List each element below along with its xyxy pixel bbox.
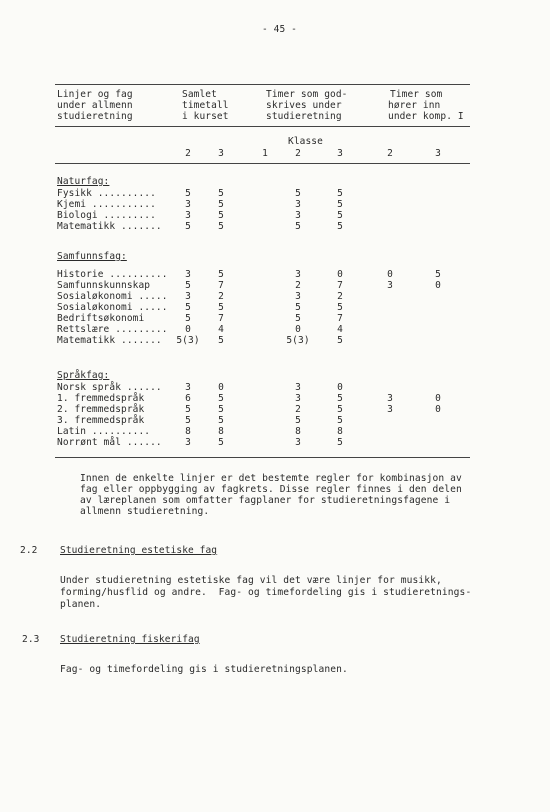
table-cell: 3 — [185, 210, 191, 221]
table-cell: 5 — [218, 415, 224, 426]
table-cell: 3 — [185, 291, 191, 302]
header-col2-line1: Samlet — [182, 89, 217, 100]
table-row-label: 1. fremmedspråk — [57, 393, 145, 404]
table-cell: 5 — [337, 437, 343, 448]
header-col3-line2: skrives under — [266, 100, 342, 111]
section-naturfag: Naturfag: — [57, 176, 110, 187]
table-row-label: Samfunnskunnskap — [57, 280, 151, 291]
table-cell: 3 — [387, 404, 393, 415]
page-number: - 45 - — [262, 24, 297, 35]
table-cell: 5 — [295, 313, 301, 324]
table-cell: 0 — [185, 324, 191, 335]
table-cell: 3 — [295, 393, 301, 404]
table-row-label: Biologi ......... — [57, 210, 156, 221]
table-cell: 3 — [295, 199, 301, 210]
table-cell: 3 — [185, 437, 191, 448]
section-2-3-heading: Studieretning fiskerifag — [60, 634, 200, 645]
table-cell: 3 — [295, 437, 301, 448]
table-row-label: Kjemi ........... — [57, 199, 156, 210]
class-head-7: 3 — [435, 148, 441, 159]
table-row-label: Matematikk ....... — [57, 335, 162, 346]
table-cell: 5 — [218, 221, 224, 232]
section-2-2-heading: Studieretning estetiske fag — [60, 545, 218, 556]
table-cell: 6 — [185, 393, 191, 404]
table-row-label: Sosialøkonomi ..... — [57, 302, 168, 313]
table-cell: 3 — [295, 269, 301, 280]
table-bottom-rule — [55, 457, 470, 458]
table-row-label: Rettslære ......... — [57, 324, 168, 335]
table-cell: 0 — [435, 393, 441, 404]
class-head-5: 3 — [337, 148, 343, 159]
table-cell: 5 — [295, 188, 301, 199]
table-cell: 0 — [295, 324, 301, 335]
table-row-label: Historie .......... — [57, 269, 168, 280]
table-cell: 4 — [218, 324, 224, 335]
table-cell: 7 — [337, 280, 343, 291]
table-cell: 2 — [295, 404, 301, 415]
section-2-2-line-2: forming/husflid og andre. Fag- og timefordeling gis i studieretnings- — [60, 587, 472, 598]
header-col1-line3: studieretning — [57, 111, 133, 122]
table-cell: 3 — [295, 382, 301, 393]
table-row-label: Latin .......... — [57, 426, 151, 437]
table-cell: 5 — [337, 393, 343, 404]
table-row-label: Norsk språk ...... — [57, 382, 162, 393]
table-cell: 4 — [337, 324, 343, 335]
note-line-4: allmenn studieretning. — [80, 506, 210, 517]
table-cell: 7 — [218, 280, 224, 291]
table-cell: 5(3) — [286, 335, 310, 346]
table-cell: 7 — [218, 313, 224, 324]
table-cell: 5 — [218, 210, 224, 221]
section-samfunnsfag: Samfunnsfag: — [57, 251, 127, 262]
table-cell: 5 — [337, 404, 343, 415]
table-cell: 5(3) — [176, 335, 200, 346]
table-cell: 0 — [435, 280, 441, 291]
table-cell: 8 — [337, 426, 343, 437]
header-col3-line3: studieretning — [266, 111, 342, 122]
section-sprakfag: Språkfag: — [57, 370, 110, 381]
table-cell: 5 — [337, 335, 343, 346]
table-cell: 5 — [185, 221, 191, 232]
table-cell: 0 — [435, 404, 441, 415]
table-cell: 3 — [387, 393, 393, 404]
class-rule — [55, 163, 470, 164]
header-col3-line1: Timer som god- — [266, 89, 348, 100]
table-cell: 5 — [435, 269, 441, 280]
table-cell: 0 — [387, 269, 393, 280]
table-cell: 3 — [295, 210, 301, 221]
table-cell: 5 — [337, 210, 343, 221]
table-row-label: 2. fremmedspråk — [57, 404, 145, 415]
table-cell: 5 — [218, 437, 224, 448]
table-row-label: Norrønt mål ...... — [57, 437, 162, 448]
class-head-3: 1 — [262, 148, 268, 159]
table-cell: 8 — [295, 426, 301, 437]
table-row-label: 3. fremmedspråk — [57, 415, 145, 426]
table-row-label: Sosialøkonomi ..... — [57, 291, 168, 302]
note-line-2: fag eller oppbygging av fagkrets. Disse regler finnes i den delen — [80, 484, 462, 495]
table-row-label: Matematikk ....... — [57, 221, 162, 232]
table-cell: 2 — [295, 280, 301, 291]
header-rule — [55, 126, 470, 127]
header-col2-line2: timetall — [182, 100, 229, 111]
section-2-2-line-3: planen. — [60, 599, 102, 610]
header-col4-line2: hører inn — [388, 100, 441, 111]
table-cell: 3 — [387, 280, 393, 291]
table-row-label: Bedriftsøkonomi — [57, 313, 145, 324]
table-cell: 5 — [218, 404, 224, 415]
header-col2-line3: i kurset — [182, 111, 229, 122]
class-head-2: 3 — [218, 148, 224, 159]
section-2-3-line-1: Fag- og timefordeling gis i studieretningsplanen. — [60, 664, 348, 675]
table-top-rule — [55, 84, 470, 85]
table-cell: 5 — [295, 221, 301, 232]
header-col1-line1: Linjer og fag — [57, 89, 133, 100]
table-cell: 8 — [218, 426, 224, 437]
header-col4-line1: Timer som — [390, 89, 443, 100]
table-cell: 5 — [295, 302, 301, 313]
table-cell: 5 — [218, 199, 224, 210]
table-cell: 5 — [218, 188, 224, 199]
table-cell: 0 — [218, 382, 224, 393]
table-cell: 5 — [337, 415, 343, 426]
table-cell: 2 — [218, 291, 224, 302]
class-head-4: 2 — [295, 148, 301, 159]
table-cell: 5 — [185, 280, 191, 291]
table-cell: 5 — [337, 188, 343, 199]
table-cell: 5 — [337, 199, 343, 210]
class-head-6: 2 — [387, 148, 393, 159]
table-cell: 5 — [185, 404, 191, 415]
table-cell: 3 — [185, 269, 191, 280]
table-cell: 3 — [185, 199, 191, 210]
table-cell: 3 — [295, 291, 301, 302]
table-cell: 5 — [218, 393, 224, 404]
section-2-2-number: 2.2 — [20, 545, 38, 556]
table-cell: 5 — [218, 302, 224, 313]
table-cell: 5 — [185, 415, 191, 426]
table-cell: 5 — [337, 221, 343, 232]
table-cell: 2 — [337, 291, 343, 302]
table-cell: 7 — [337, 313, 343, 324]
header-col4-line3: under komp. I — [388, 111, 464, 122]
table-cell: 5 — [185, 313, 191, 324]
klasse-label: Klasse — [288, 136, 323, 147]
table-cell: 0 — [337, 269, 343, 280]
table-cell: 5 — [295, 415, 301, 426]
note-line-1: Innen de enkelte linjer er det bestemte regler for kombinasjon av — [80, 473, 462, 484]
table-cell: 3 — [185, 382, 191, 393]
table-cell: 5 — [218, 335, 224, 346]
note-line-3: av læreplanen som omfatter fagplaner for studieretningsfagene i — [80, 495, 451, 506]
header-col1-line2: under allmenn — [57, 100, 133, 111]
table-cell: 0 — [337, 382, 343, 393]
class-head-1: 2 — [185, 148, 191, 159]
section-2-2-line-1: Under studieretning estetiske fag vil det være linjer for musikk, — [60, 575, 442, 586]
table-cell: 5 — [337, 302, 343, 313]
table-cell: 8 — [185, 426, 191, 437]
table-cell: 5 — [185, 188, 191, 199]
table-row-label: Fysikk .......... — [57, 188, 156, 199]
table-cell: 5 — [218, 269, 224, 280]
table-cell: 5 — [185, 302, 191, 313]
section-2-3-number: 2.3 — [22, 634, 40, 645]
